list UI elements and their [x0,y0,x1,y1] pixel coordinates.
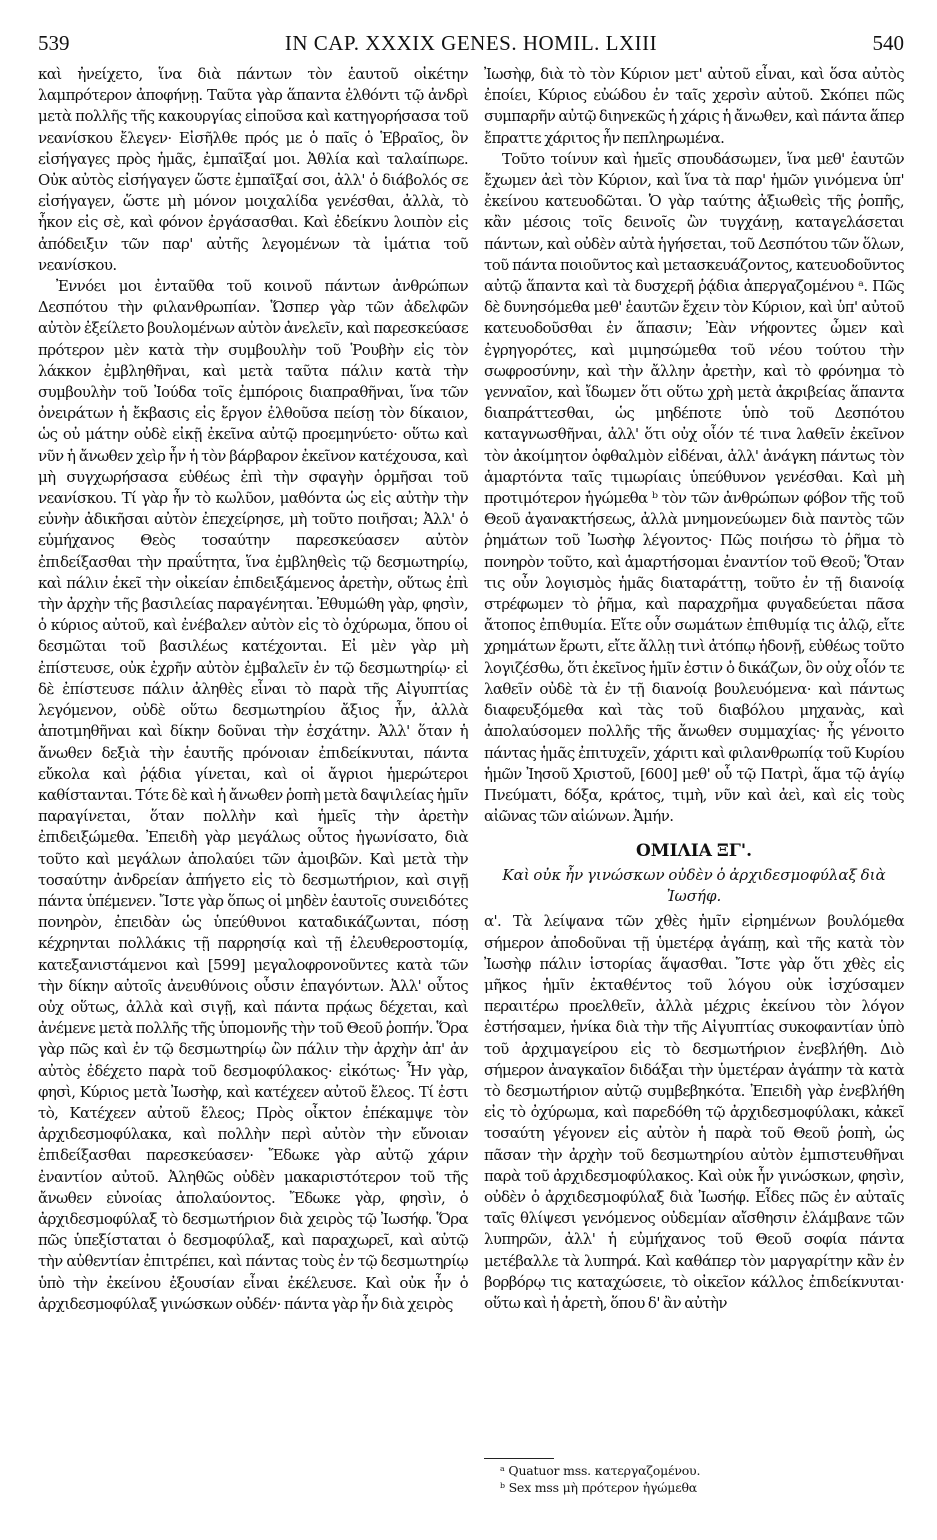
homily-title: ΟΜΙΛΙΑ ΞΓ'. [636,841,752,862]
left-paragraph-1: καὶ ἠνείχετο, ἵνα διὰ πάντων τὸν ἑαυτοῦ οἰκέτην λαμπρότερον ἀποφήνῃ. Ταῦτα γὰρ ἅπαντα ἐλθόντι τῷ ἀνδρὶ μετὰ πολλῆς τῆς κακουργίας εἰποῦσα καὶ κατηγορήσασα τοῦ νεανίσκου ἔλεγεν· Εἰσῆλθε πρός με ὁ παῖς ὁ Ἑβραῖος, ὃν εἰσήγαγες πρὸς ἡμᾶς, ἐμπαῖξαί μοι. Ἀθλία καὶ ταλαίπωρε. Οὐκ αὐτὸς εἰσήγαγεν ὥστε ἐμπαῖξαί σοι, ἀλλ' ὁ διάβολός σε εἰσήγαγεν, ὥστε μὴ μόνον μοιχαλίδα γενέσθαι, ἀλλὰ, τὸ ἧκον εἰς σὲ, καὶ φόνον ἐργάσασθαι. Καὶ ἐδείκνυ λοιπὸν εἰς ἀπόδειξιν τῶν παρ' αὐτῆς λεγομένων τὰ ἱμάτια τοῦ νεανίσκου. [38,65,468,274]
page-header [38,30,904,56]
left-paragraph-2: Ἐννόει μοι ἐνταῦθα τοῦ κοινοῦ πάντων ἀνθρώπων Δεσπότου τὴν φιλανθρωπίαν. Ὥσπερ γὰρ τῶν ἀδελφῶν αὐτὸν ἐξείλετο βουλομένων αὐτὸν ἀνελεῖν, καὶ παρεσκεύασε πρότερον μὲν κατὰ τὴν συμβουλὴν τοῦ Ῥουβὴν εἰς τὸν λάκκον ἐμβληθῆναι, καὶ μετὰ ταῦτα πάλιν κατὰ τὴν συμβουλὴν τοῦ Ἰούδα τοῖς ἐμπόροις διαπραθῆναι, ἵνα τῶν ὀνειράτων ἡ ἔκβασις εἰς ἔργον ἐλθοῦσα πείσῃ τὸν δίκαιον, ὡς οὐ μάτην οὐδὲ εἰκῇ ἐκεῖνα αὐτῷ προεμηνύετο· οὕτω καὶ νῦν ἡ ἄνωθεν χεὶρ ἦν ἡ τὸν βάρβαρον ἐκεῖνον κατέχουσα, καὶ μὴ συγχωρήσασα εὐθέως ἐπὶ τὴν σφαγὴν ὁρμῆσαι τοῦ νεανίσκου. Τί γὰρ ἦν τὸ κωλῦον, μαθόντα ὡς εἰς αὐτὴν τὴν εὐνὴν ἀδικῆσαι αὐτὸν ἐπεχείρησε, μὴ τοῦτο ποιῆσαι; Ἀλλ' ὁ εὐμήχανος Θεὸς τοσαύτην παρεσκεύασεν αὐτὸν ἐπιδείξασθαι τὴν πραΰτητα, ἵνα ἐμβληθεὶς τῷ δεσμωτηρίῳ, καὶ πάλιν ἐκεῖ τὴν οἰκείαν ἐπιδειξάμενος ἀρετὴν, οὕτως ἐπὶ τὴν ἀρχὴν τῆς βασιλείας παραγένηται. Ἐθυμώθη γὰρ, φησὶν, ὁ κύριος αὐτοῦ, καὶ ἐνέβαλεν αὐτὸν εἰς τὸ ὀχύρωμα, ὅπου οἱ δεσμῶται τοῦ βασιλέως κατέχονται. Εἰ μὲν γὰρ μὴ ἐπίστευσε, οὐκ ἐχρῆν αὐτὸν ἐμβαλεῖν ἐν τῷ δεσμωτηρίῳ· εἰ δὲ ἐπίστευσε πάλιν ἀληθὲς εἶναι τὸ παρὰ τῆς Αἰγυπτίας λεγόμενον, οὐδὲ οὕτω δεσμωτηρίου ἄξιος ἦν, ἀλλὰ ἀποτμηθῆναι καὶ δίκην δοῦναι τὴν ἐσχάτην. Ἀλλ' ὅταν ἡ ἄνωθεν δεξιὰ τὴν ἑαυτῆς πρόνοιαν ἐπιδείκνυται, πάντα εὔκολα καὶ ῥᾴδια γίνεται, καὶ οἱ ἄγριοι ἡμερώτεροι καθίστανται. Τότε δὲ καὶ ἡ ἄνωθεν ῥοπὴ μετὰ δαψιλείας ἡμῖν παραγίνεται, ὅταν πολλὴν καὶ ἡμεῖς τὴν ἀρετὴν ἐπιδειξώμεθα. Ἐπειδὴ γὰρ μεγάλως οὗτος ἠγωνίσατο, διὰ τοῦτο καὶ μεγάλων ἀπολαύει τῶν ἀμοιβῶν. Καὶ μετὰ τὴν τοσαύτην ἀνδρείαν ἀπήγετο εἰς τὸ δεσμωτήριον, καὶ σιγῇ πάντα ὑπέμενεν. Ἴστε γὰρ ὅπως οἱ μηδὲν ἑαυτοῖς συνειδότες πονηρὸν, ἐπειδὰν ὡς ὑπεύθυνοι καταδικάζωνται, πόσῃ κέχρηνται πολλάκις τῇ παρρησίᾳ καὶ τῇ ἐλευθεροστομίᾳ, κατεξανιστάμενοι καὶ [599] μεγαλοφρονοῦντες κατὰ τῶν τὴν δίκην αὐτοῖς ἀνευθύνοις οὖσιν ἐπαγόντων. Ἀλλ' οὗτος οὐχ οὕτως, ἀλλὰ καὶ σιγῇ, καὶ πάντα πρᾴως δέχεται, καὶ ἀνέμενε μετὰ πολλῆς τῆς ὑπομονῆς τὴν τοῦ Θεοῦ ῥοπήν. Ὅρα γὰρ πῶς καὶ ἐν τῷ δεσμωτηρίῳ ὢν πάλιν τὴν ἀρχὴν ἀπ' ἀν αὐτὸς ἐδέχετο παρὰ τοῦ δεσμοφύλακος· εἰκότως· Ἦν γὰρ, φησὶ, Κύριος μετὰ Ἰωσὴφ, καὶ κατέχεεν αὐτοῦ ἔλεος. Τί ἐστι τὸ, Κατέχεεν αὐτοῦ ἔλεος; Πρὸς οἶκτον ἐπέκαμψε τὸν ἀρχιδεσμοφύλακα, καὶ πολλὴν περὶ αὐτὸν τὴν εὔνοιαν ἐπιδείξασθαι παρεσκεύασεν· Ἔδωκε γὰρ αὐτῷ χάριν ἐναντίον αὐτοῦ. Ἀληθῶς οὐδὲν μακαριστότερον τοῦ τῆς ἄνωθεν εὐνοίας ἀπολαύοντος. Ἔδωκε γὰρ, φησὶν, ὁ ἀρχιδεσμοφύλαξ τὸ δεσμωτήριον διὰ χειρὸς τῷ Ἰωσήφ. Ὅρα πῶς ὑπεξίσταται ὁ δεσμοφύλαξ, καὶ παραχωρεῖ, καὶ αὐτῷ τὴν αὐθεντίαν ἐπιτρέπει, καὶ πάντας τοὺς ἐν τῷ δεσμωτηρίῳ ὑπὸ τὴν ἐκείνου ἐξουσίαν εἶναι ἐκέλευσε. Καὶ οὐκ ἦν ὁ ἀρχιδεσμοφύλαξ γινώσκων οὐδέν· πάντα γὰρ ἦν διὰ χειρὸς [38,277,468,1313]
right-column [484,64,904,1314]
right-paragraph-1: Ἰωσὴφ, διὰ τὸ τὸν Κύριον μετ' αὐτοῦ εἶναι, καὶ ὅσα αὐτὸς ἐποίει, Κύριος εὐώδου ἐν ταῖς χερσὶν αὐτοῦ. Σκόπει πῶς συμπαρῆν αὐτῷ διηνεκῶς ἡ χάρις ἡ ἄνωθεν, καὶ πάντα ἅπερ ἔπραττε χάριτος ἦν πεπληρωμένα. [484,65,904,147]
footnote-a: ᵃ Quatuor mss. κατεργαζομένου. [500,1463,701,1478]
left-column [38,64,468,1315]
running-title: IN CAP. XXXIX GENES. HOMIL. LXIII [284,31,658,55]
page-number-left: 539 [38,31,70,55]
footnote-rule [484,1458,554,1459]
homily-paragraph: α'. Τὰ λείψανα τῶν χθὲς ἡμῖν εἰρημένων βουλόμεθα σήμερον ἀποδοῦναι τῇ ὑμετέρᾳ ἀγάπῃ, καὶ τῆς κατὰ τὸν Ἰωσὴφ πάλιν ἱστορίας ἅψασθαι. Ἴστε γὰρ ὅτι χθὲς εἰς μῆκος ἡμῖν ἐκταθέντος τοῦ λόγου οὐκ ἰσχύσαμεν περαιτέρω προελθεῖν, ἀλλὰ μέχρις ἐκείνου τὸν λόγον ἐστήσαμεν, ἡνίκα διὰ τὴν τῆς Αἰγυπτίας συκοφαντίαν ὑπὸ τοῦ ἀρχιμαγείρου εἰς τὸ δεσμωτήριον ἐνεβλήθη. Διὸ σήμερον ἀναγκαῖον διδάξαι τὴν ὑμετέραν ἀγάπην τὰ κατὰ τὸ δεσμωτήριον αὐτῷ συμβεβηκότα. Ἐπειδὴ γὰρ ἐνεβλήθη εἰς τὸ ὀχύρωμα, καὶ παρεδόθη τῷ ἀρχιδεσμοφύλακι, κἀκεῖ τοσαύτη γέγονεν εἰς αὐτὸν ἡ παρὰ τοῦ Θεοῦ ῥοπὴ, ὡς πᾶσαν τὴν ἀρχὴν τοῦ δεσμωτηρίου αὐτὸν ἐμπιστευθῆναι παρὰ τοῦ ἀρχιδεσμοφύλακος. Καὶ οὐκ ἦν γινώσκων, φησὶν, οὐδὲν ὁ ἀρχιδεσμοφύλαξ διὰ Ἰωσήφ. Εἶδες πῶς ἐν αὐταῖς ταῖς θλίψεσι γενόμενος οὐδεμίαν αἴσθησιν ἐλάμβανε τῶν λυπηρῶν, ἀλλ' ἡ εὐμήχανος τοῦ Θεοῦ σοφία πάντα μετέβαλλε τὰ λυπηρά. Καὶ καθάπερ τὸν μαργαρίτην κἂν ἐν βορβόρῳ τις καταχώσειε, τὸ οἰκεῖον κάλλος ἐπιδείκνυται· οὕτω καὶ ἡ ἀρετὴ, ὅπου δ' ἂν αὐτὴν [484,912,904,1312]
homily-subtitle: Καὶ οὐκ ἦν γινώσκων οὐδὲν ὁ ἀρχιδεσμοφύλαξ διὰ Ἰωσήφ. [502,866,886,906]
footnote-b: ᵇ Sex mss μὴ πρότερον ἡγώμεθα [500,1480,698,1495]
page-number-right: 540 [872,31,904,55]
footnotes [500,1462,900,1496]
right-paragraph-2: Τοῦτο τοίνυν καὶ ἡμεῖς σπουδάσωμεν, ἵνα μεθ' ἑαυτῶν ἔχωμεν ἀεὶ τὸν Κύριον, καὶ ἵνα τὰ παρ' ἡμῶν γινόμενα ὑπ' ἐκείνου κατευοδῶται. Ὁ γὰρ ταύτης ἀξιωθεὶς τῆς ῥοπῆς, κἂν μέσοις τοῖς δεινοῖς ὢν τυγχάνῃ, καταγελάσεται πάντων, καὶ οὐδὲν αὐτὰ ἡγήσεται, τοῦ Δεσπότου τῶν ὅλων, τοῦ πάντα ποιοῦντος καὶ μετασκευάζοντος, κατευοδοῦντος αὐτῷ ἅπαντα καὶ τὰ δυσχερῆ ῥᾴδια ἀπεργαζομένου ᵃ. Πῶς δὲ δυνησόμεθα μεθ' ἑαυτῶν ἔχειν τὸν Κύριον, καὶ ὑπ' αὐτοῦ κατευοδοῦσθαι ἐν ἅπασιν; Ἐὰν νήφοντες ὦμεν καὶ ἐγρηγορότες, καὶ μιμησώμεθα τοῦ νέου τούτου τὴν σωφροσύνην, καὶ τὴν ἄλλην ἀρετὴν, καὶ τὸ φρόνημα τὸ γενναῖον, καὶ ἴδωμεν ὅτι οὕτω χρὴ μετὰ ἀκριβείας ἅπαντα διαπράττεσθαι, ὡς μηδέποτε ὑπὸ τοῦ Δεσπότου καταγνωσθῆναι, ἀλλ' ὅτι οὐχ οἷόν τέ τινα λαθεῖν ἐκεῖνον τὸν ἀκοίμητον ὀφθαλμὸν εἰδέναι, ἀλλ' ἀνάγκη πάντως τὸν ἁμαρτόντα ταῖς τιμωρίαις ὑπεύθυνον γενέσθαι. Καὶ μὴ προτιμότερον ἡγώμεθα ᵇ τὸν τῶν ἀνθρώπων φόβον τῆς τοῦ Θεοῦ ἀγανακτήσεως, ἀλλὰ μνημονεύωμεν διὰ παντὸς τῶν ῥημάτων τοῦ Ἰωσὴφ λέγοντος· Πῶς ποιήσω τὸ ῥῆμα τὸ πονηρὸν τοῦτο, καὶ ἁμαρτήσομαι ἐναντίον τοῦ Θεοῦ; Ὅταν τις οὖν λογισμὸς ἡμᾶς διαταράττῃ, τοῦτο ἐν τῇ διανοίᾳ στρέφωμεν τὸ ῥῆμα, καὶ παραχρῆμα φυγαδεύεται πᾶσα ἄτοπος ἐπιθυμία. Εἴτε οὖν σωμάτων ἐπιθυμίᾳ τις ἁλῷ, εἴτε χρημάτων ἔρωτι, εἴτε ἄλλῃ τινὶ ἀτόπῳ ἡδονῇ, εὐθέως τοῦτο λογιζέσθω, ὅτι ἐκεῖνος ἡμῖν ἐστιν ὁ δικάζων, ὃν οὐχ οἷόν τε λαθεῖν οὐδὲ τὰ ἐν τῇ διανοίᾳ βουλευόμενα· καὶ πάντως διαφευξόμεθα καὶ τὰς τοῦ διαβόλου μηχανὰς, καὶ ἀπολαύσομεν πολλῆς τῆς ἄνωθεν συμμαχίας· ἧς γένοιτο πάντας ἡμᾶς ἐπιτυχεῖν, χάριτι καὶ φιλανθρωπίᾳ τοῦ Κυρίου ἡμῶν Ἰησοῦ Χριστοῦ, [600] μεθ' οὗ τῷ Πατρὶ, ἅμα τῷ ἁγίῳ Πνεύματι, δόξα, κράτος, τιμὴ, νῦν καὶ ἀεὶ, καὶ εἰς τοὺς αἰῶνας τῶν αἰώνων. Ἀμήν. [484,149,904,826]
